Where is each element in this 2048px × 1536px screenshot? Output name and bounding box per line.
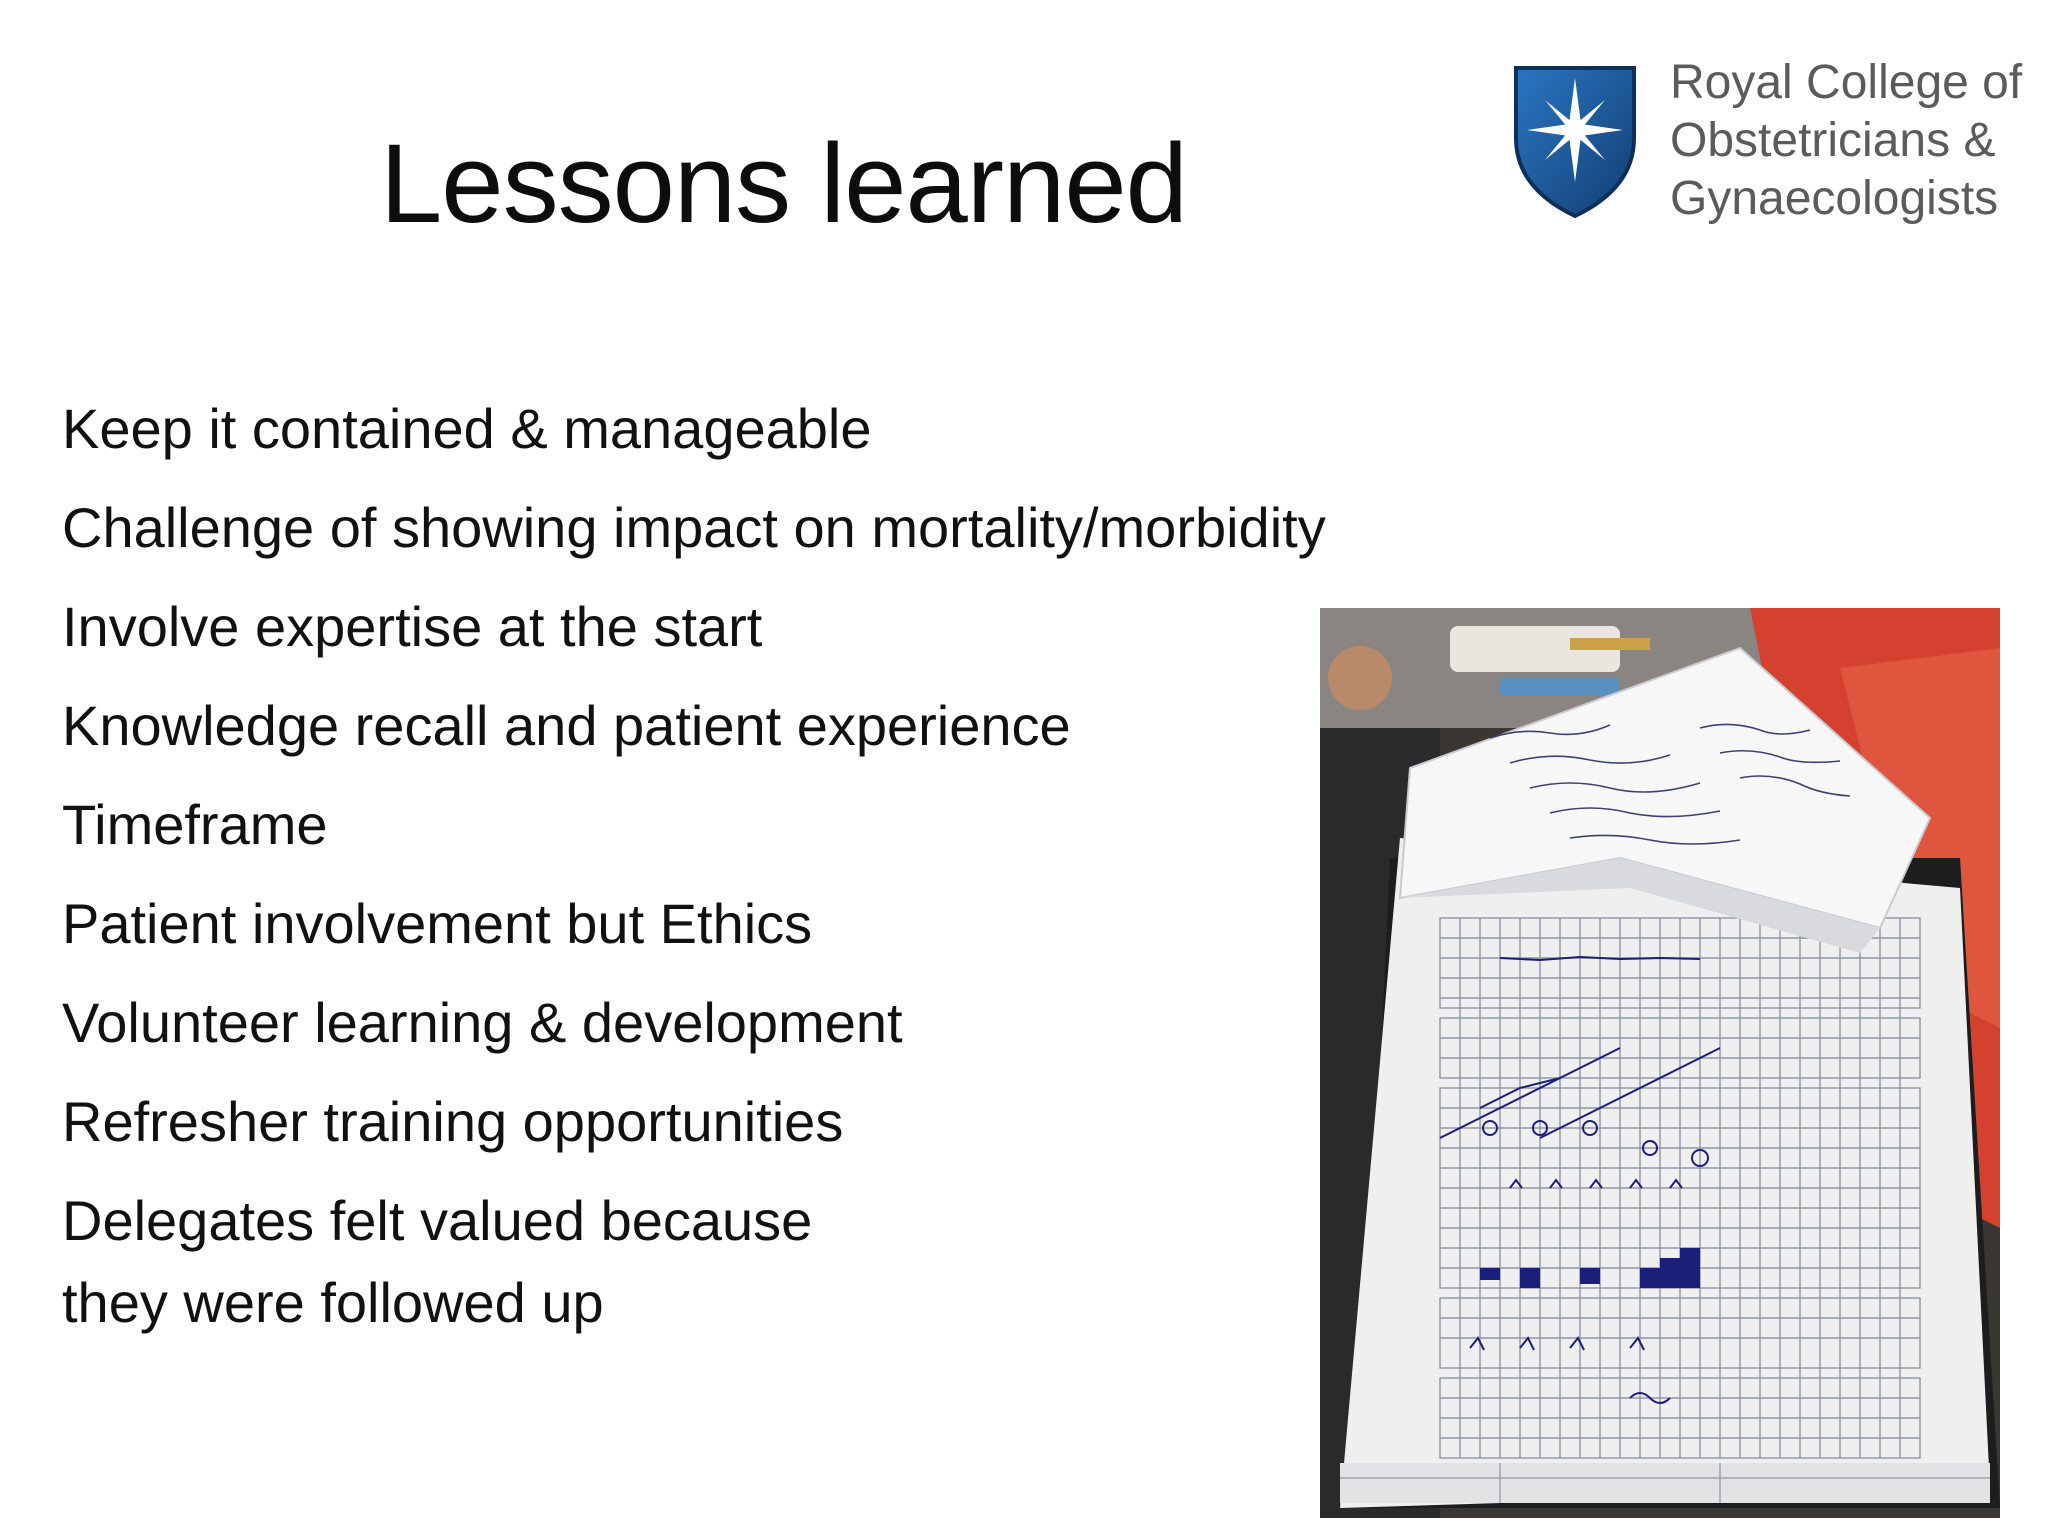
rcog-shield-icon	[1510, 60, 1640, 220]
partograph-photo	[1320, 608, 2000, 1518]
logo-line: Royal College of	[1670, 56, 2023, 109]
lesson-item: Keep it contained & manageable	[62, 397, 872, 460]
lesson-line: they were followed up	[62, 1271, 604, 1334]
lesson-item: Patient involvement but Ethics	[62, 892, 813, 955]
lesson-line: Delegates felt valued because	[62, 1189, 813, 1252]
lesson-item-multiline	[62, 1180, 962, 1344]
rcog-logo	[1510, 50, 2023, 230]
lesson-item: Challenge of showing impact on mortality/morbidity	[62, 496, 1326, 559]
partograph-photo-image	[1320, 608, 2000, 1518]
lesson-item: Refresher training opportunities	[62, 1090, 844, 1153]
lesson-item: Timeframe	[62, 793, 328, 856]
logo-line: Obstetricians &	[1670, 114, 1996, 167]
lesson-item: Volunteer learning & development	[62, 991, 903, 1054]
rcog-logo-text	[1670, 54, 2022, 228]
slide-title: Lessons learned	[380, 121, 1187, 246]
lessons-list	[62, 388, 1326, 1344]
logo-line: Gynaecologists	[1670, 172, 1999, 225]
lesson-item: Involve expertise at the start	[62, 595, 763, 658]
lesson-item: Knowledge recall and patient experience	[62, 694, 1071, 757]
